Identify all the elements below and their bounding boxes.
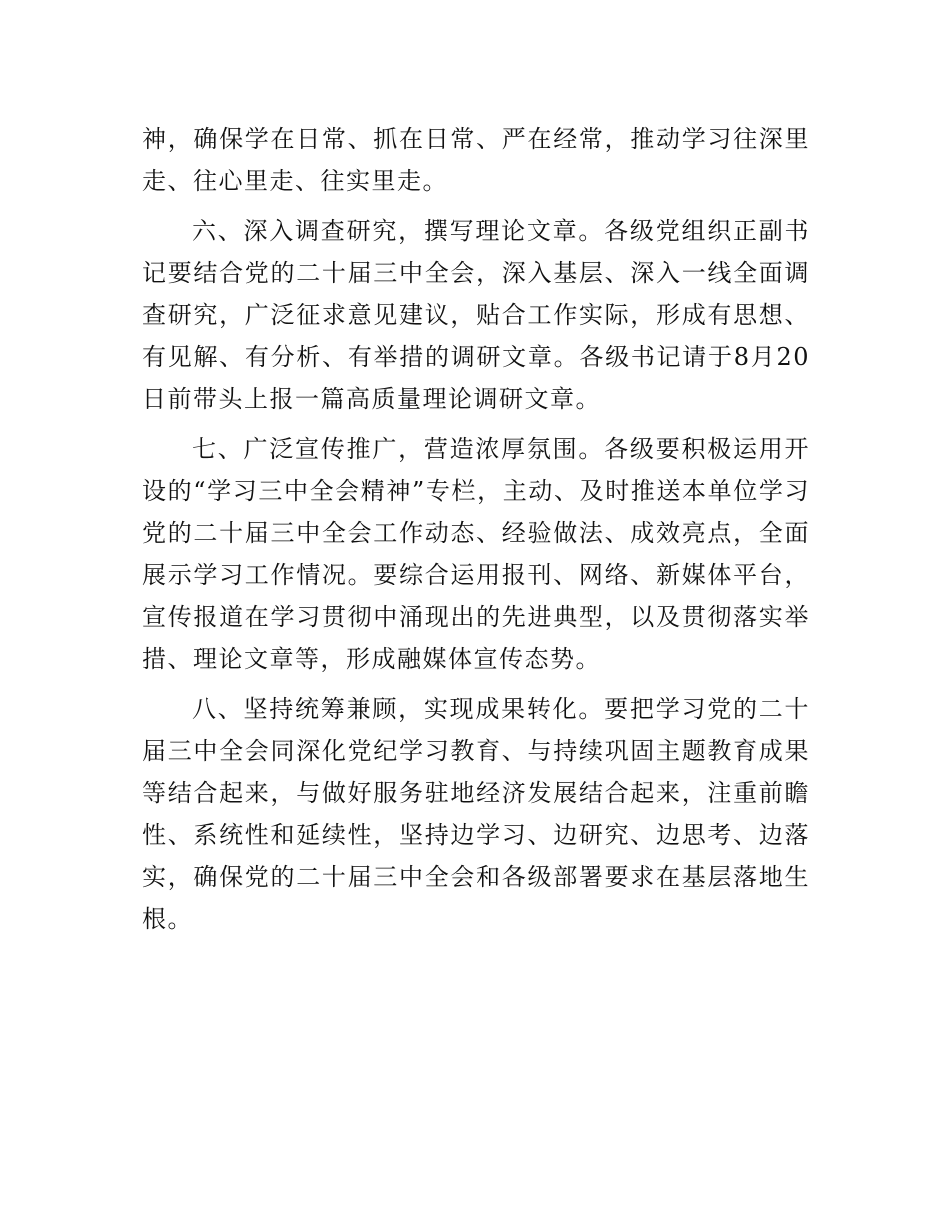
paragraph-section-8: 八、坚持统筹兼顾，实现成果转化。要把学习党的二十届三中全会同深化党纪学习教育、与持续巩固主题教育成果等结合起来，与做好服务驻地经济发展结合起来，注重前瞻性、系统性和延续性，坚持边学习、边研究、边思考、边落实，确保党的二十届三中全会和各级部署要求在基层落地生根。: [142, 695, 810, 933]
paragraph-continuation: 神，确保学在日常、抓在日常、严在经常，推动学习往深里走、往心里走、往实里走。: [142, 125, 810, 195]
paragraph-section-6: 六、深入调查研究，撰写理论文章。各级党组织正副书记要结合党的二十届三中全会，深入基层、深入一线全面调查研究，广泛征求意见建议，贴合工作实际，形成有思想、有见解、有分析、有举措的调研文章。各级书记请于8月20日前带头上报一篇高质量理论调研文章。: [142, 217, 810, 413]
document-body: [142, 118, 810, 948]
paragraph-section-7: 七、广泛宣传推广，营造浓厚氛围。各级要积极运用开设的“学习三中全会精神”专栏，主动、及时推送本单位学习党的二十届三中全会工作动态、经验做法、成效亮点，全面展示学习工作情况。要综合运用报刊、网络、新媒体平台，宣传报道在学习贯彻中涌现出的先进典型，以及贯彻落实举措、理论文章等，形成融媒体宣传态势。: [142, 435, 810, 673]
